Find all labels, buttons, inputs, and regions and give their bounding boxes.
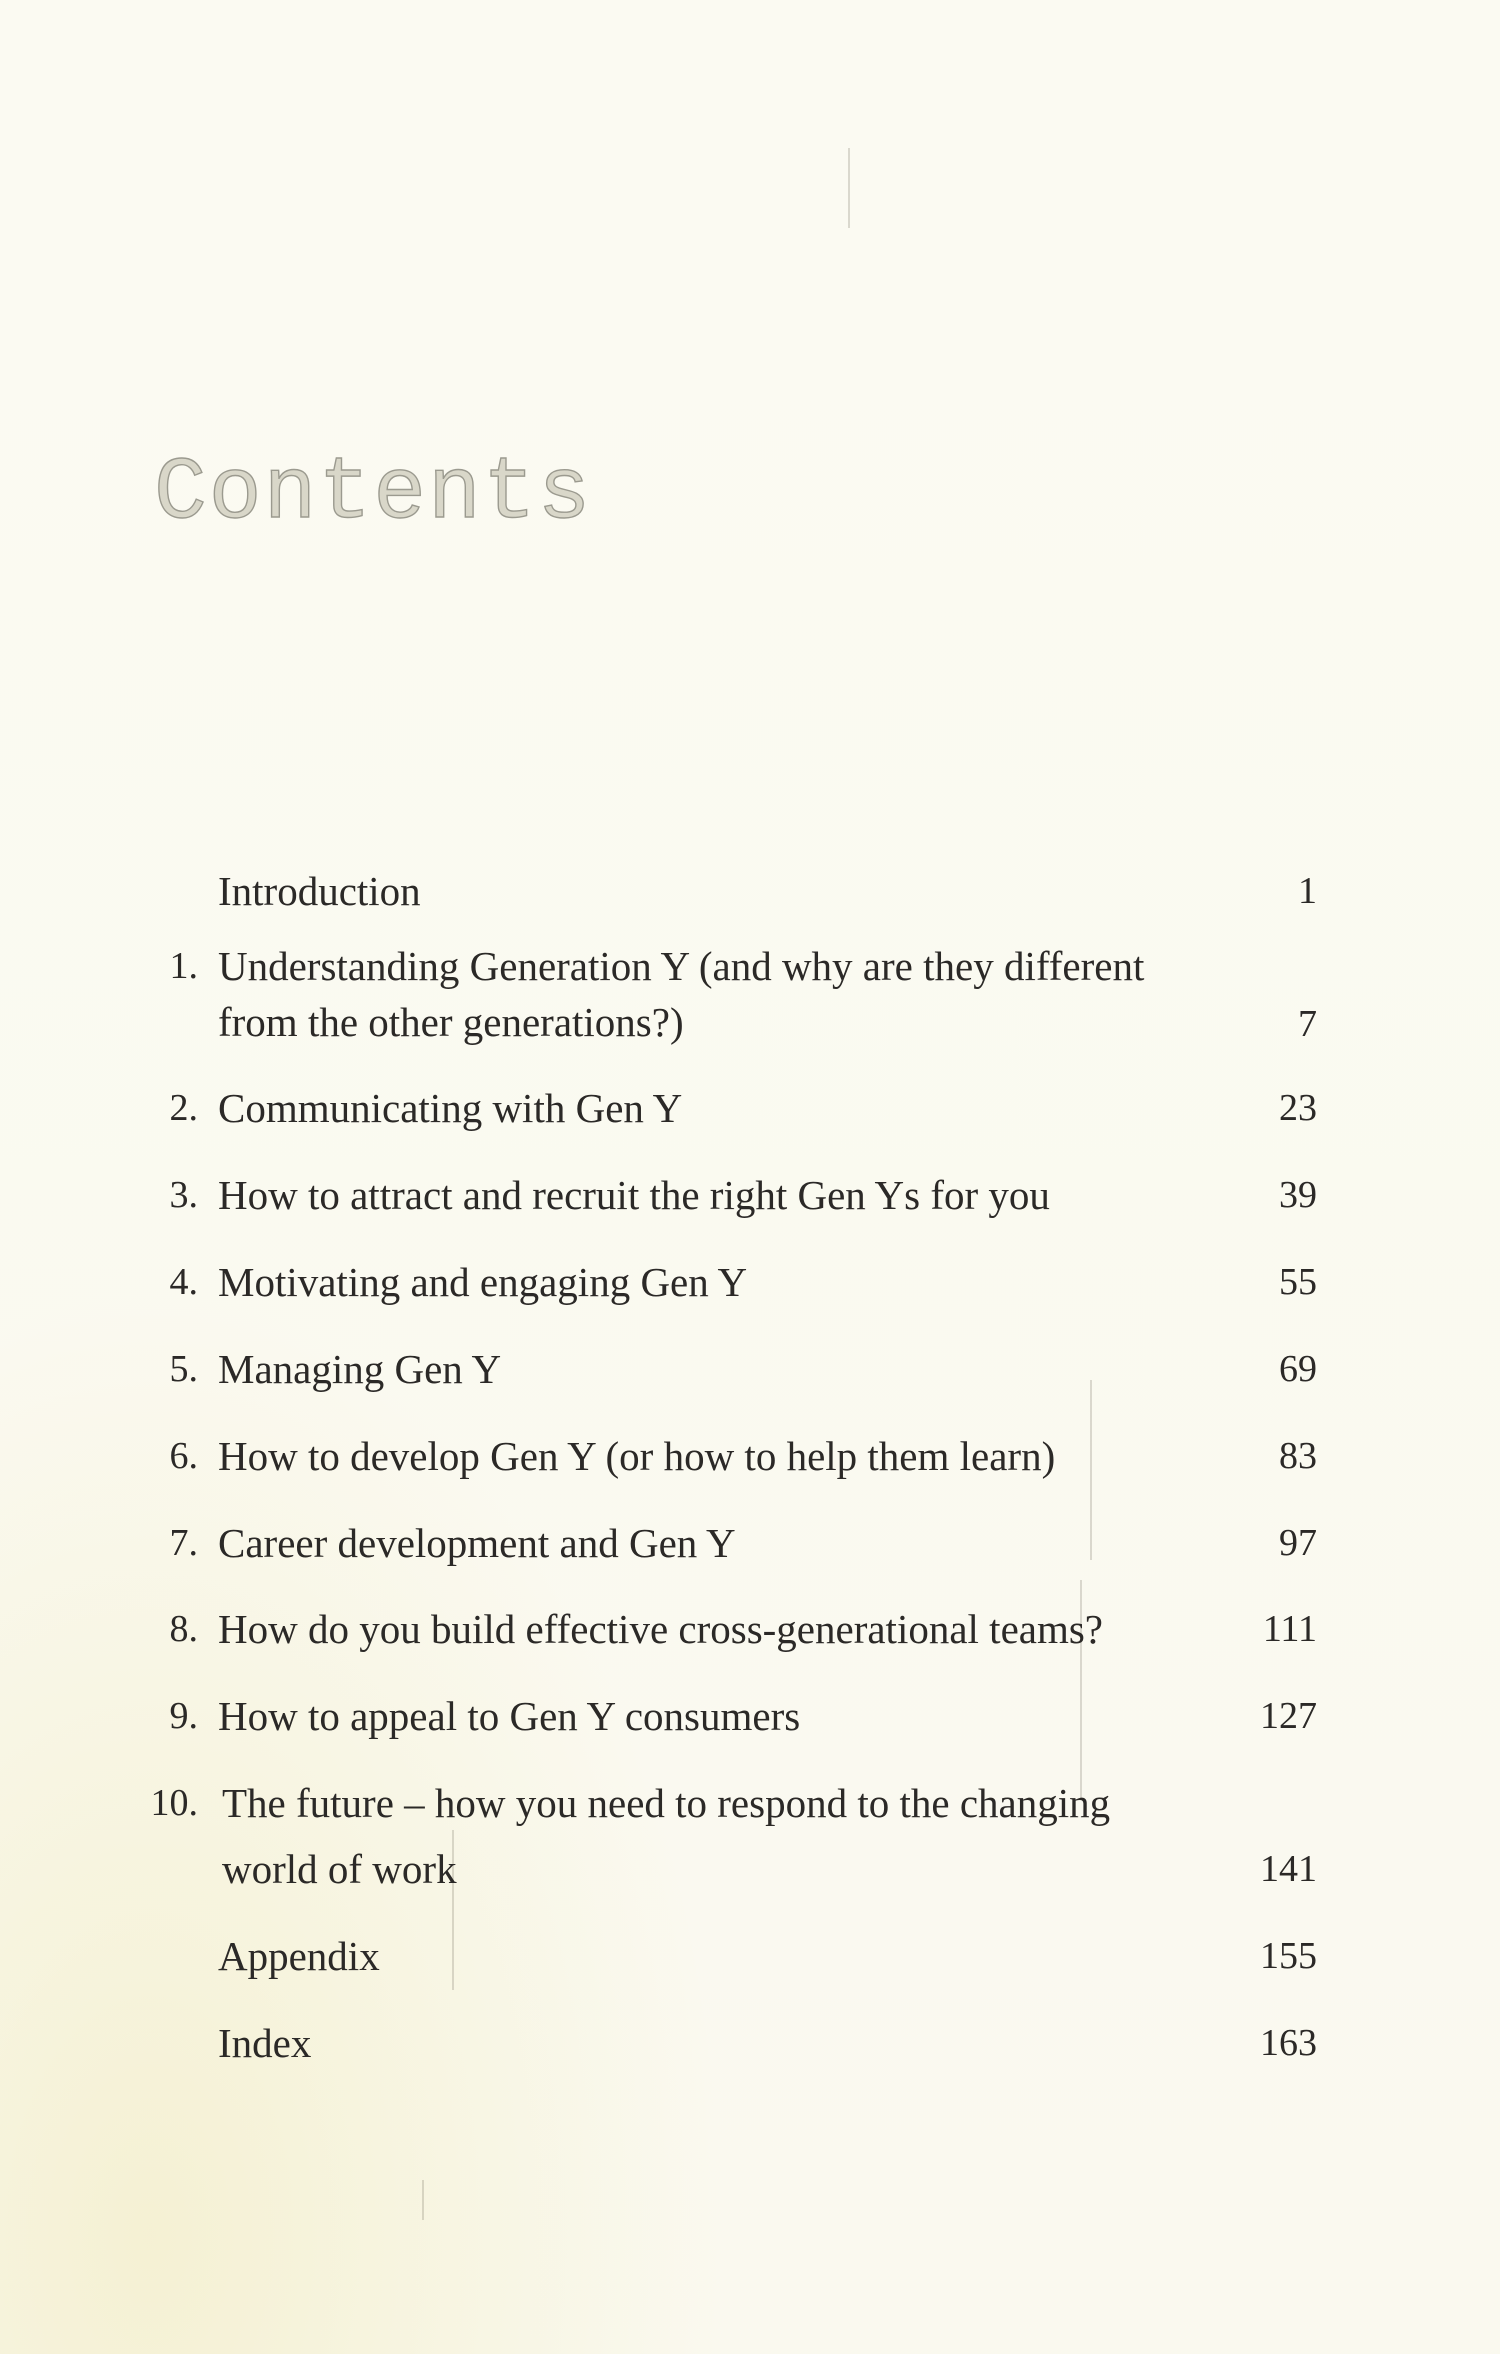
chapter-number: 8. [169, 1608, 198, 1650]
page-number: 163 [1260, 2022, 1317, 2064]
chapter-title-line-1: The future – how you need to respond to the changing [222, 1780, 1111, 1826]
chapter-number: 1. [169, 945, 198, 987]
page-number: 127 [1260, 1695, 1317, 1737]
chapter-title: Communicating with Gen Y [218, 1085, 683, 1131]
chapter-title: Managing Gen Y [218, 1346, 502, 1392]
chapter-title: Appendix [218, 1933, 380, 1979]
page-number: 55 [1279, 1261, 1317, 1303]
page-number: 1 [1298, 870, 1317, 912]
page-number: 83 [1279, 1435, 1317, 1477]
chapter-title: Introduction [218, 868, 421, 914]
chapter-number: 3. [169, 1174, 198, 1216]
page-number: 7 [1298, 1003, 1317, 1045]
page-number: 69 [1279, 1348, 1317, 1390]
chapter-number: 9. [169, 1695, 198, 1737]
chapter-title-line-1: Understanding Generation Y (and why are they different [218, 943, 1145, 989]
contents-title: Contents [154, 444, 593, 544]
chapter-title-line-2: from the other generations?) [218, 999, 684, 1045]
page-number: 155 [1260, 1935, 1317, 1977]
chapter-title: Career development and Gen Y [218, 1520, 736, 1566]
chapter-number: 10. [150, 1782, 198, 1824]
chapter-number: 2. [169, 1087, 198, 1129]
page-number: 111 [1262, 1608, 1317, 1650]
chapter-number: 5. [169, 1348, 198, 1390]
page-number: 23 [1279, 1087, 1317, 1129]
chapter-title: Index [218, 2020, 312, 2066]
chapter-title-line-2: world of work [222, 1846, 457, 1892]
chapter-number: 6. [169, 1435, 198, 1477]
chapter-title: How to appeal to Gen Y consumers [218, 1693, 801, 1739]
page-number: 97 [1279, 1522, 1317, 1564]
chapter-title: How to develop Gen Y (or how to help them learn) [218, 1433, 1056, 1479]
chapter-title: Motivating and engaging Gen Y [218, 1259, 748, 1305]
page-number: 39 [1279, 1174, 1317, 1216]
chapter-number: 7. [169, 1522, 198, 1564]
chapter-title: How to attract and recruit the right Gen Ys for you [218, 1172, 1050, 1218]
chapter-title: How do you build effective cross-generational teams? [218, 1606, 1104, 1652]
chapter-number: 4. [169, 1261, 198, 1303]
page-number: 141 [1260, 1848, 1317, 1890]
